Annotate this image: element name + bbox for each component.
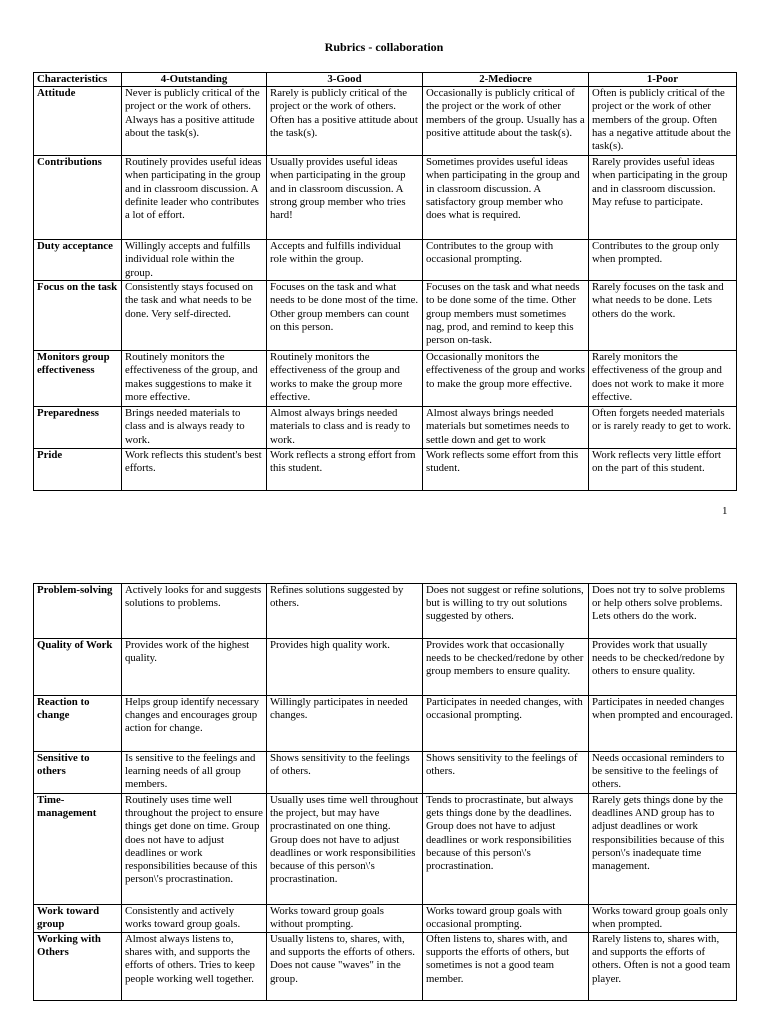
rating-cell-good: Accepts and fulfills individual role within the group. <box>267 240 423 281</box>
table-row <box>34 639 737 696</box>
row-label: Quality of Work <box>34 639 122 696</box>
rating-cell-outstanding: Actively looks for and suggests solutions to problems. <box>122 584 267 639</box>
row-label: Focus on the task <box>34 281 122 351</box>
rating-cell-mediocre: Work reflects some effort from this student. <box>423 449 589 491</box>
rubric-table-page-2 <box>33 583 737 1001</box>
header-good: 3-Good <box>267 73 423 87</box>
rating-cell-mediocre: Shows sensitivity to the feelings of others. <box>423 752 589 794</box>
rating-cell-poor: Rarely gets things done by the deadlines AND group has to adjust deadlines or work responsibilities because of this person\'s inadequate time management. <box>589 794 737 905</box>
rating-cell-good: Willingly participates in needed changes. <box>267 696 423 752</box>
rating-cell-good: Almost always brings needed materials to class and is ready to work. <box>267 407 423 449</box>
rating-cell-mediocre: Almost always brings needed materials but sometimes needs to settle down and get to work <box>423 407 589 449</box>
rating-cell-poor: Work reflects very little effort on the part of this student. <box>589 449 737 491</box>
rating-cell-mediocre: Works toward group goals with occasional prompting. <box>423 905 589 933</box>
rating-cell-mediocre: Does not suggest or refine solutions, but is willing to try out solutions suggested by others. <box>423 584 589 639</box>
rating-cell-poor: Contributes to the group only when prompted. <box>589 240 737 281</box>
rating-cell-good: Usually provides useful ideas when participating in the group and in classroom discussion. A strong group member who tries hard! <box>267 156 423 240</box>
table-row <box>34 584 737 639</box>
row-label: Problem-solving <box>34 584 122 639</box>
row-label: Pride <box>34 449 122 491</box>
row-label: Sensitive to others <box>34 752 122 794</box>
rating-cell-outstanding: Willingly accepts and fulfills individual role within the group. <box>122 240 267 281</box>
document-title: Rubrics - collaboration <box>324 40 444 54</box>
rating-cell-good: Routinely monitors the effectiveness of the group and works to make the group more effective. <box>267 351 423 407</box>
rating-cell-good: Shows sensitivity to the feelings of others. <box>267 752 423 794</box>
rating-cell-poor: Often forgets needed materials or is rarely ready to get to work. <box>589 407 737 449</box>
rating-cell-mediocre: Provides work that occasionally needs to be checked/redone by other group members to ensure quality. <box>423 639 589 696</box>
rating-cell-outstanding: Routinely uses time well throughout the project to ensure things get done on time. Group does not have to adjust deadlines or work responsibilities because of this person\'s procrastination. <box>122 794 267 905</box>
rating-cell-poor: Works toward group goals only when prompted. <box>589 905 737 933</box>
table-row <box>34 407 737 449</box>
header-row <box>34 73 737 87</box>
rating-cell-mediocre: Occasionally monitors the effectiveness of the group and works to make the group more effective. <box>423 351 589 407</box>
table-row <box>34 281 737 351</box>
table-row <box>34 351 737 407</box>
rating-cell-good: Work reflects a strong effort from this student. <box>267 449 423 491</box>
page-number: 1 <box>722 505 728 517</box>
rating-cell-outstanding: Provides work of the highest quality. <box>122 639 267 696</box>
row-label: Duty acceptance <box>34 240 122 281</box>
rating-cell-outstanding: Is sensitive to the feelings and learning needs of all group members. <box>122 752 267 794</box>
rating-cell-outstanding: Routinely monitors the effectiveness of the group, and makes suggestions to make it more effective. <box>122 351 267 407</box>
header-poor: 1-Poor <box>589 73 737 87</box>
table-row <box>34 905 737 933</box>
row-label: Time-management <box>34 794 122 905</box>
row-label: Preparedness <box>34 407 122 449</box>
rating-cell-outstanding: Never is publicly critical of the project or the work of others. Always has a positive attitude about the task(s). <box>122 87 267 156</box>
rating-cell-good: Rarely is publicly critical of the project or the work of others. Often has a positive attitude about the task(s). <box>267 87 423 156</box>
rating-cell-mediocre: Tends to procrastinate, but always gets things done by the deadlines. Group does not have to adjust deadlines or work responsibilities because of this person\'s procrastination. <box>423 794 589 905</box>
table-row <box>34 449 737 491</box>
rating-cell-poor: Needs occasional reminders to be sensitive to the feelings of others. <box>589 752 737 794</box>
table-row <box>34 933 737 1001</box>
rating-cell-poor: Provides work that usually needs to be checked/redone by others to ensure quality. <box>589 639 737 696</box>
row-label: Attitude <box>34 87 122 156</box>
rating-cell-outstanding: Routinely provides useful ideas when participating in the group and in classroom discussion. A definite leader who contributes a lot of effort. <box>122 156 267 240</box>
table-row <box>34 87 737 156</box>
rating-cell-good: Refines solutions suggested by others. <box>267 584 423 639</box>
rating-cell-poor: Does not try to solve problems or help others solve problems. Lets others do the work. <box>589 584 737 639</box>
row-label: Work toward group <box>34 905 122 933</box>
rating-cell-good: Provides high quality work. <box>267 639 423 696</box>
rubric-table-page-1 <box>33 72 737 491</box>
rating-cell-outstanding: Helps group identify necessary changes and encourages group action for change. <box>122 696 267 752</box>
table-row <box>34 240 737 281</box>
rating-cell-good: Focuses on the task and what needs to be done most of the time. Other group members can count on this person. <box>267 281 423 351</box>
table-row <box>34 696 737 752</box>
row-label: Working with Others <box>34 933 122 1001</box>
rating-cell-poor: Rarely listens to, shares with, and supports the efforts of others. Often is not a good team player. <box>589 933 737 1001</box>
header-mediocre: 2-Mediocre <box>423 73 589 87</box>
rating-cell-poor: Often is publicly critical of the project or the work of other members of the group. Often has a negative attitude about the task(s). <box>589 87 737 156</box>
rating-cell-mediocre: Contributes to the group with occasional prompting. <box>423 240 589 281</box>
rating-cell-outstanding: Work reflects this student's best efforts. <box>122 449 267 491</box>
rating-cell-mediocre: Focuses on the task and what needs to be done some of the time. Other group members must sometimes nag, prod, and remind to keep this person on-task. <box>423 281 589 351</box>
table-row <box>34 794 737 905</box>
rating-cell-outstanding: Consistently and actively works toward group goals. <box>122 905 267 933</box>
header-outstanding: 4-Outstanding <box>122 73 267 87</box>
rating-cell-outstanding: Brings needed materials to class and is always ready to work. <box>122 407 267 449</box>
rating-cell-mediocre: Occasionally is publicly critical of the project or the work of other members of the group. Usually has a positive attitude about the task(s). <box>423 87 589 156</box>
rating-cell-mediocre: Participates in needed changes, with occasional prompting. <box>423 696 589 752</box>
rating-cell-mediocre: Often listens to, shares with, and supports the efforts of others, but sometimes is not a good team member. <box>423 933 589 1001</box>
row-label: Monitors group effectiveness <box>34 351 122 407</box>
table-row <box>34 752 737 794</box>
rating-cell-good: Usually uses time well throughout the project, but may have procrastinated on one thing. Group does not have to adjust deadlines or work responsibilities because of this person\'s procrastination. <box>267 794 423 905</box>
rating-cell-outstanding: Almost always listens to, shares with, and supports the efforts of others. Tries to keep people working well together. <box>122 933 267 1001</box>
row-label: Contributions <box>34 156 122 240</box>
table-row <box>34 156 737 240</box>
rating-cell-poor: Rarely focuses on the task and what needs to be done. Lets others do the work. <box>589 281 737 351</box>
rating-cell-poor: Rarely monitors the effectiveness of the group and does not work to make it more effective. <box>589 351 737 407</box>
rating-cell-poor: Rarely provides useful ideas when participating in the group and in classroom discussion. May refuse to participate. <box>589 156 737 240</box>
rating-cell-good: Works toward group goals without prompting. <box>267 905 423 933</box>
rating-cell-poor: Participates in needed changes when prompted and encouraged. <box>589 696 737 752</box>
row-label: Reaction to change <box>34 696 122 752</box>
rating-cell-mediocre: Sometimes provides useful ideas when participating in the group and in classroom discussion. A satisfactory group member who does what is required. <box>423 156 589 240</box>
rating-cell-good: Usually listens to, shares, with, and supports the efforts of others. Does not cause "waves" in the group. <box>267 933 423 1001</box>
header-characteristics: Characteristics <box>34 73 122 87</box>
rating-cell-outstanding: Consistently stays focused on the task and what needs to be done. Very self-directed. <box>122 281 267 351</box>
